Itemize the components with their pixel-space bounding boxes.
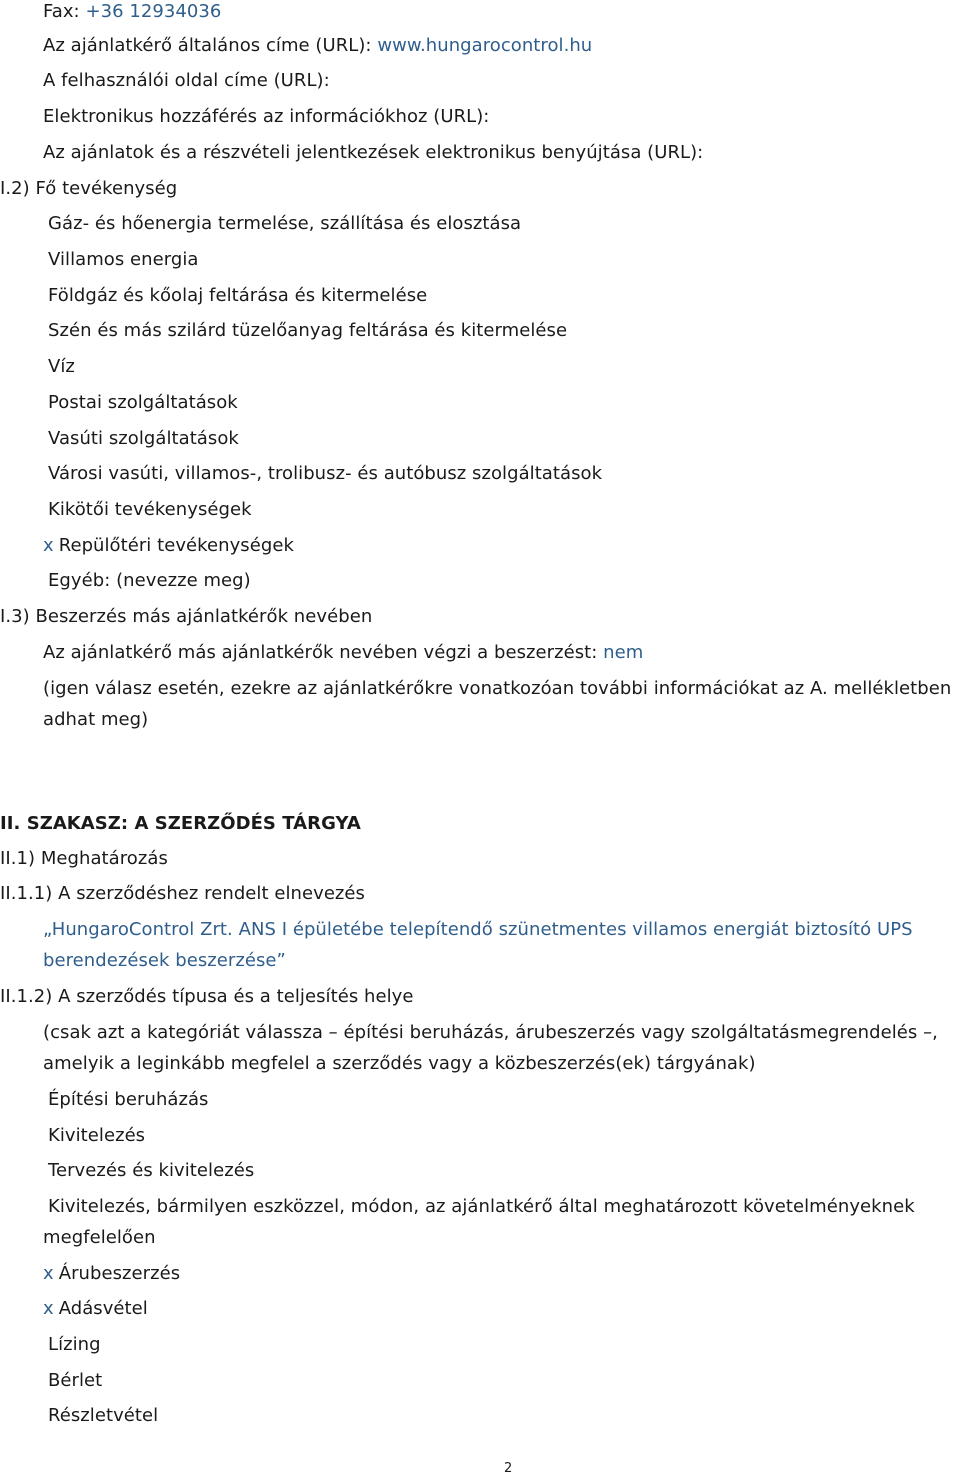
activity-item [48, 320, 567, 342]
contract-type-item [48, 1125, 145, 1147]
user-page-url-line: A felhasználói oldal címe (URL): [43, 70, 330, 91]
contract-type-item [48, 1089, 209, 1111]
section-i3-heading: I.3) Beszerzés más ajánlatkérők nevében [0, 606, 373, 627]
contract-name: „HungaroControl Zrt. ANS I épületébe telepítendő szünetmentes villamos energiát biztosító UPS [43, 919, 913, 940]
electronic-access-url-line: Elektronikus hozzáférés az információkhoz (URL): [43, 106, 490, 127]
contract-type-label: megfelelően [43, 1227, 156, 1248]
fax-value: +36 12934036 [85, 1, 222, 22]
contract-type-item [48, 1370, 102, 1392]
general-url-link[interactable]: www.hungarocontrol.hu [377, 35, 593, 56]
activity-label: Kikötői tevékenységek [48, 499, 252, 520]
page-number: 2 [504, 1461, 513, 1476]
activity-label: Szén és más szilárd tüzelőanyag feltárása és kitermelése [48, 320, 568, 341]
contract-type-label: Tervezés és kivitelezés [48, 1160, 255, 1181]
activity-label: Egyéb: (nevezze meg) [48, 570, 251, 591]
contract-type-item-selected [43, 1263, 180, 1285]
contract-type-label: Kivitelezés [48, 1125, 146, 1146]
activity-label: Vasúti szolgáltatások [48, 428, 239, 449]
activity-label: Gáz- és hőenergia termelése, szállítása és elosztása [48, 213, 522, 234]
contract-type-item-cont [43, 1227, 156, 1249]
joint-procurement-note-cont: adhat meg) [43, 709, 149, 730]
general-url-line [43, 35, 592, 57]
electronic-submission-url-line: Az ajánlatok és a részvételi jelentkezések elektronikus benyújtása (URL): [43, 142, 704, 163]
contract-type-item [48, 1334, 101, 1356]
fax-line [43, 1, 221, 23]
section-ii1-heading: II.1) Meghatározás [0, 848, 168, 869]
activity-mark: x [43, 535, 54, 556]
activity-label: Postai szolgáltatások [48, 392, 238, 413]
activity-label: Repülőtéri tevékenységek [58, 535, 294, 556]
contract-type-note: (csak azt a kategóriát válassza – építési beruházás, árubeszerzés vagy szolgáltatásmegrendelés –, [43, 1022, 938, 1043]
contract-type-item [48, 1405, 158, 1427]
activity-item [48, 463, 602, 485]
fax-label: Fax: [43, 1, 80, 22]
activity-item [48, 570, 251, 592]
contract-type-label: Építési beruházás [48, 1089, 209, 1110]
activity-item [48, 356, 75, 378]
activity-label: Földgáz és kőolaj feltárása és kitermelése [48, 285, 428, 306]
contract-type-label: Részletvétel [48, 1405, 159, 1426]
activity-item [48, 392, 238, 414]
section-ii11-heading: II.1.1) A szerződéshez rendelt elnevezés [0, 883, 365, 904]
activity-label: Víz [48, 356, 75, 377]
contract-type-note-cont: amelyik a leginkább megfelel a szerződés vagy a közbeszerzés(ek) tárgyának) [43, 1053, 756, 1074]
contract-type-mark: x [43, 1298, 54, 1319]
activity-label: Városi vasúti, villamos-, trolibusz- és autóbusz szolgáltatások [48, 463, 603, 484]
activity-item [48, 428, 239, 450]
activity-item-selected [43, 535, 294, 557]
joint-procurement-answer: nem [603, 642, 644, 663]
contract-type-item [48, 1196, 915, 1218]
contract-type-label: Lízing [48, 1334, 101, 1355]
section-i2-heading: I.2) Fő tevékenység [0, 178, 178, 199]
contract-type-item [48, 1160, 254, 1182]
contract-type-mark: x [43, 1263, 54, 1284]
contract-type-label: Adásvétel [58, 1298, 148, 1319]
activity-item [48, 285, 427, 307]
joint-procurement-note: (igen válasz esetén, ezekre az ajánlatkérőkre vonatkozóan további információkat az A. mellékletben [43, 678, 952, 699]
contract-type-item-selected [43, 1298, 148, 1320]
general-url-label: Az ajánlatkérő általános címe (URL): [43, 35, 372, 56]
contract-name-cont: berendezések beszerzése” [43, 950, 286, 971]
section-ii12-heading: II.1.2) A szerződés típusa és a teljesítés helye [0, 986, 414, 1007]
contract-type-label: Bérlet [48, 1370, 103, 1391]
contract-type-label: Kivitelezés, bármilyen eszközzel, módon, az ajánlatkérő által meghatározott követelményeknek [48, 1196, 915, 1217]
contract-type-label: Árubeszerzés [58, 1263, 181, 1284]
section-ii-heading: II. SZAKASZ: A SZERZŐDÉS TÁRGYA [0, 813, 361, 834]
activity-item [48, 213, 521, 235]
activity-label: Villamos energia [48, 249, 199, 270]
joint-procurement-line [43, 642, 643, 664]
activity-item [48, 249, 199, 271]
joint-procurement-question: Az ajánlatkérő más ajánlatkérők nevében végzi a beszerzést: [43, 642, 598, 663]
activity-item [48, 499, 252, 521]
